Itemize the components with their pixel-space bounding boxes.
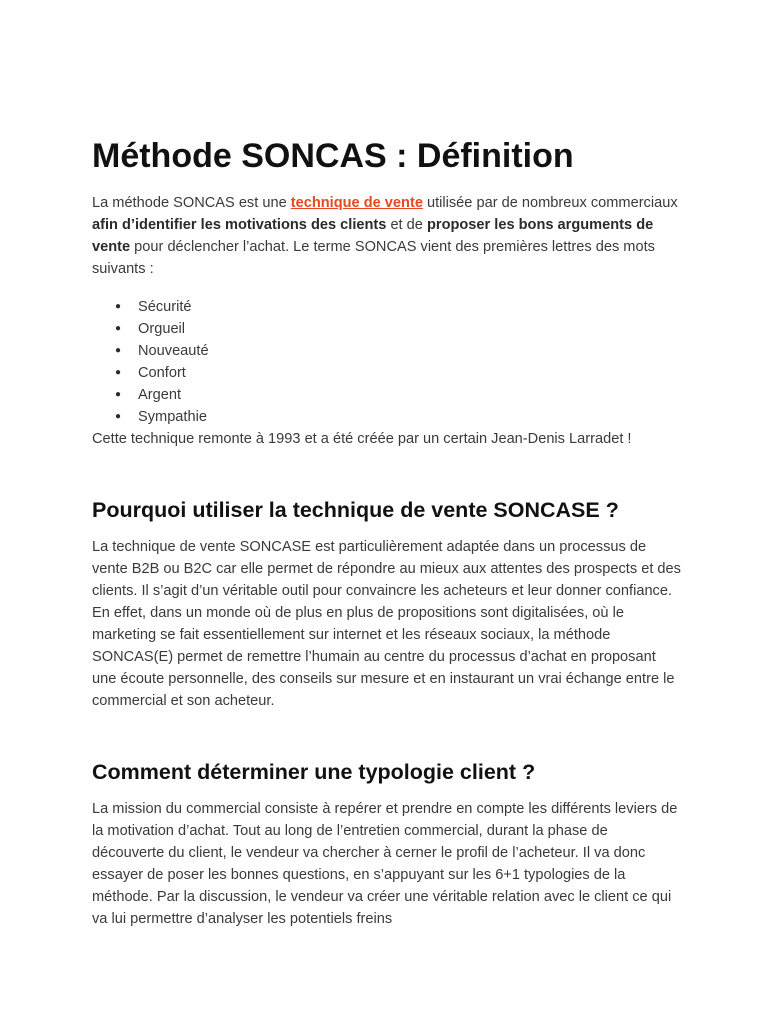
- soncas-list: [92, 296, 682, 428]
- list-item-label: Orgueil: [138, 321, 186, 337]
- list-item-label: Argent: [138, 387, 181, 403]
- list-item: [115, 362, 682, 384]
- list-item: [115, 406, 682, 428]
- intro-text-2: utilisée par de nombreux commerciaux: [422, 195, 678, 211]
- intro-text-3: et de: [386, 217, 427, 233]
- list-item: [115, 384, 682, 406]
- bullet-icon: ●: [115, 323, 122, 334]
- document-page: [92, 134, 682, 930]
- list-item-label: Confort: [138, 365, 186, 381]
- section-body-typologie: La mission du commercial consiste à repérer et prendre en compte les différents leviers de la motivation d’achat. Tout au long de l’entretien commercial, durant la phase de découverte du client, le vendeur va chercher à cerner le profil de l’acheteur. Il va donc essayer de poser les bonnes questions, en s’appuyant sur les 6+1 typologies de la méthode. Par la discussion, le vendeur va créer une véritable relation avec le client ce qui va lui permettre d’analyser les potentiels freins: [92, 801, 678, 927]
- list-item: [115, 318, 682, 340]
- intro-text-1: La méthode SONCAS est une: [92, 195, 291, 211]
- bullet-icon: ●: [115, 411, 122, 422]
- section-heading-pourquoi: Pourquoi utiliser la technique de vente SONCASE ?: [92, 498, 619, 522]
- technique-de-vente-link[interactable]: technique de vente: [290, 195, 423, 211]
- intro-paragraph: [92, 192, 682, 280]
- bullet-icon: ●: [115, 367, 122, 378]
- bullet-icon: ●: [115, 345, 122, 356]
- bullet-icon: ●: [115, 301, 122, 312]
- intro-bold-1: afin d’identifier les motivations des clients: [92, 217, 387, 233]
- list-item: [115, 296, 682, 318]
- list-item-label: Sympathie: [138, 409, 207, 425]
- list-item-label: Sécurité: [138, 299, 192, 315]
- section-heading-typologie: Comment déterminer une typologie client ?: [92, 760, 536, 784]
- list-item-label: Nouveauté: [138, 343, 209, 359]
- after-list-paragraph: Cette technique remonte à 1993 et a été créée par un certain Jean-Denis Larradet !: [92, 431, 632, 447]
- page-title: Méthode SONCAS : Définition: [92, 137, 574, 175]
- section-body-pourquoi: La technique de vente SONCASE est particulièrement adaptée dans un processus de vente B2B ou B2C car elle permet de répondre au mieux aux attentes des prospects et des clients. Il s’agit d’un véritable outil pour convaincre les acheteurs et leur donner confiance. En effet, dans un monde où de plus en plus de propositions sont digitalisées, où le marketing se fait essentiellement sur internet et les réseaux sociaux, la méthode SONCAS(E) permet de remettre l’humain au centre du processus d’achat en proposant une écoute personnelle, des conseils sur mesure et en instaurant un vrai échange entre le commercial et son acheteur.: [92, 539, 681, 709]
- intro-text-4: pour déclencher l’achat. Le terme SONCAS vient des premières lettres des mots suivants :: [92, 239, 655, 277]
- bullet-icon: ●: [115, 389, 122, 400]
- intro-bold-2: proposer les bons arguments de vente: [92, 217, 654, 255]
- list-item: [115, 340, 682, 362]
